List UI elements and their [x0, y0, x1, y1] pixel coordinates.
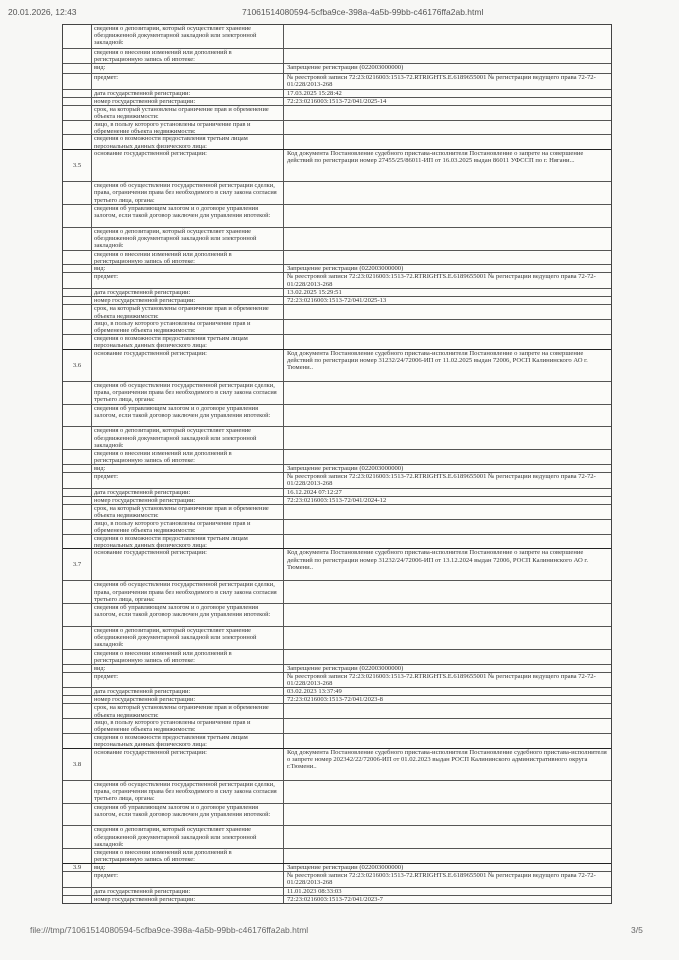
field-value: 16.12.2024 07:12:27 — [287, 488, 342, 496]
table-row — [63, 803, 611, 826]
field-value: 72:23:0216003:1513-72/041/2023-7 — [287, 896, 383, 903]
field-label: сведения об осуществлении государственной регистрации сделки, права, ограничения права без необходимого в силу закона согласия третьего лица, органа: — [91, 382, 284, 404]
field-label: сведения о депозитарии, который осуществляет хранение обездвиженной документарной закладной или электронной закладной: — [91, 25, 284, 48]
field-label: основание государственной регистрации: — [91, 749, 284, 780]
section-number: 3.9 — [72, 864, 82, 872]
table-row — [63, 580, 611, 603]
field-label: вид: — [91, 665, 284, 672]
field-value — [284, 335, 611, 349]
field-value — [284, 228, 611, 250]
field-value: 13.02.2025 15:29:51 — [287, 289, 342, 297]
table-row — [63, 381, 611, 404]
field-label: вид: — [91, 265, 284, 272]
table-row — [63, 272, 611, 288]
field-value: № реестровой записи 72:23:0216003:1513-72.RTRIGHTS.E.6189655001 № регистрации ведущего права 72-72-01/228/2013-268 — [287, 672, 596, 687]
field-label: вид: — [91, 864, 284, 871]
field-value — [284, 251, 611, 265]
field-value — [284, 25, 611, 48]
section-number: 3.7 — [72, 561, 82, 569]
table-row — [63, 97, 611, 105]
field-label: сведения о внесении изменений или дополнений в регистрационную запись об ипотеке: — [91, 450, 284, 464]
field-label: лицо, в пользу которого установлены ограничение прав и обременение объекта недвижимости: — [91, 719, 284, 733]
field-value: Запрещение регистрации (022003000000) — [287, 664, 404, 672]
field-label: основание государственной регистрации: — [91, 549, 284, 580]
field-label: номер государственной регистрации: — [91, 896, 284, 903]
table-row — [63, 895, 611, 903]
table-row — [63, 718, 611, 733]
field-value — [284, 849, 611, 863]
file-url: file:///tmp/71061514080594-5cfba9ce-398a-4a5b-99bb-c46176ffa2ab.html — [30, 925, 309, 935]
field-label: предмет: — [91, 473, 284, 488]
table-row — [63, 780, 611, 803]
table-row — [63, 871, 611, 887]
field-label: сведения о внесении изменений или дополнений в регистрационную запись об ипотеке: — [91, 849, 284, 863]
field-value: Код документа Постановление судебного пристава-исполнителя Постановление о запрете на совершение действий по регистрации номер 31232/24/72006-ИП от 11.02.2025 выдан 72006, РОСП Калининского АО г. Тюмени.. — [287, 349, 588, 372]
field-label: лицо, в пользу которого установлены ограничение прав и обременение объекта недвижимости: — [91, 121, 284, 135]
table-row — [63, 349, 611, 381]
field-label: сведения об осуществлении государственной регистрации сделки, права, ограничения права без необходимого в силу закона согласия третьего лица, органа: — [91, 781, 284, 803]
field-label: лицо, в пользу которого установлены ограничение прав и обременение объекта недвижимости: — [91, 520, 284, 534]
field-value: № реестровой записи 72:23:0216003:1513-72.RTRIGHTS.E.6189655001 № регистрации ведущего права 72-72-01/228/2013-268 — [287, 472, 596, 488]
field-value: Код документа Постановление судебного пристава-исполнителя Постановление судебного пристава-исполнителя о запрете номер 202342/22/72006-ИП от 01.02.2023 выдан РОСП Калининского административного округа г.Тюмени.. — [287, 748, 607, 771]
table-row — [63, 48, 611, 63]
registry-table — [62, 24, 612, 904]
field-value: 17.03.2025 15:28:42 — [287, 89, 342, 97]
document-filename: 71061514080594-5cfba9ce-398a-4a5b-99bb-c46176ffa2ab.html — [242, 7, 484, 17]
field-value — [284, 382, 611, 404]
section-number: 3.8 — [72, 760, 82, 768]
table-row — [63, 404, 611, 427]
field-label: сведения о депозитарии, который осуществляет хранение обездвиженной документарной закладной или электронной закладной: — [91, 427, 284, 449]
table-row — [63, 825, 611, 848]
table-row — [63, 149, 611, 181]
field-label: сведения о депозитарии, который осуществляет хранение обездвиженной документарной закладной или электронной закладной: — [91, 228, 284, 250]
field-value — [284, 581, 611, 603]
field-label: номер государственной регистрации: — [91, 297, 284, 304]
field-label: сведения об управляющем залогом и о договоре управления залогом, если такой договор заключен для управления ипотекой: — [91, 205, 284, 227]
table-row — [63, 105, 611, 120]
table-row — [63, 426, 611, 449]
field-label: сведения о депозитарии, который осуществляет хранение обездвиженной документарной закладной или электронной закладной: — [91, 826, 284, 848]
field-label: предмет: — [91, 74, 284, 89]
field-label: срок, на который установлены ограничение прав и обременение объекта недвижимости: — [91, 704, 284, 718]
field-label: сведения о возможности предоставления третьим лицам персональных данных физического лица: — [91, 135, 284, 149]
table-row — [63, 73, 611, 89]
field-value — [284, 405, 611, 427]
field-value: № реестровой записи 72:23:0216003:1513-72.RTRIGHTS.E.6189655001 № регистрации ведущего права 72-72-01/228/2013-268 — [287, 872, 596, 887]
table-row — [63, 89, 611, 97]
field-label: основание государственной регистрации: — [91, 350, 284, 381]
table-row — [63, 733, 611, 748]
field-value — [284, 182, 611, 204]
field-value — [284, 121, 611, 135]
field-value: № реестровой записи 72:23:0216003:1513-72.RTRIGHTS.E.6189655001 № регистрации ведущего права 72-72-01/228/2013-268 — [287, 273, 596, 288]
table-row — [63, 603, 611, 626]
field-label: сведения о возможности предоставления третьим лицам персональных данных физического лица: — [91, 335, 284, 349]
field-value: Запрещение регистрации (022003000000) — [287, 63, 404, 71]
field-value: № реестровой записи 72:23:0216003:1513-72.RTRIGHTS.E.6189655001 № регистрации ведущего права 72-72-01/228/2013-268 — [287, 73, 596, 89]
field-value — [284, 627, 611, 649]
field-label: сведения о внесении изменений или дополнений в регистрационную запись об ипотеке: — [91, 49, 284, 63]
table-row — [63, 449, 611, 464]
table-row — [63, 703, 611, 718]
field-value: 72:23:0216003:1513-72/041/2024-12 — [287, 496, 387, 504]
field-value — [284, 520, 611, 534]
field-label: сведения о депозитарии, который осуществляет хранение обездвиженной документарной закладной или электронной закладной: — [91, 627, 284, 649]
section-number: 3.6 — [72, 361, 82, 369]
field-label: вид: — [91, 64, 284, 73]
table-row — [63, 748, 611, 780]
table-row — [63, 204, 611, 227]
field-label: номер государственной регистрации: — [91, 98, 284, 105]
field-label: сведения об управляющем залогом и о договоре управления залогом, если такой договор заключен для управления ипотекой: — [91, 804, 284, 826]
table-row — [63, 472, 611, 488]
table-row — [63, 181, 611, 204]
table-row — [63, 264, 611, 272]
field-label: сведения о внесении изменений или дополнений в регистрационную запись об ипотеке: — [91, 251, 284, 265]
field-value — [284, 305, 611, 319]
field-value — [284, 826, 611, 848]
field-label: номер государственной регистрации: — [91, 696, 284, 703]
field-value — [284, 450, 611, 464]
field-label: сведения об управляющем залогом и о договоре управления залогом, если такой договор заключен для управления ипотекой: — [91, 604, 284, 626]
table-row — [63, 887, 611, 895]
field-label: вид: — [91, 465, 284, 472]
field-label: дата государственной регистрации: — [91, 90, 284, 97]
table-row — [63, 334, 611, 349]
field-value — [284, 604, 611, 626]
field-value: 72:23:0216003:1513-72/041/2023-8 — [287, 696, 383, 704]
field-label: срок, на который установлены ограничение прав и обременение объекта недвижимости: — [91, 505, 284, 519]
table-row — [63, 319, 611, 334]
field-label: номер государственной регистрации: — [91, 497, 284, 504]
table-row — [63, 288, 611, 296]
field-label: срок, на который установлены ограничение прав и обременение объекта недвижимости: — [91, 305, 284, 319]
table-row — [63, 626, 611, 649]
field-label: лицо, в пользу которого установлены ограничение прав и обременение объекта недвижимости: — [91, 320, 284, 334]
table-row — [63, 496, 611, 504]
field-value — [284, 804, 611, 826]
section-number: 3.5 — [72, 162, 82, 170]
field-value — [284, 205, 611, 227]
table-row — [63, 304, 611, 319]
field-label: сведения о внесении изменений или дополнений в регистрационную запись об ипотеке: — [91, 650, 284, 664]
page-number: 3/5 — [631, 925, 643, 935]
table-row — [63, 548, 611, 580]
print-date: 20.01.2026, 12:43 — [8, 7, 77, 17]
table-row — [63, 63, 611, 73]
table-row — [63, 519, 611, 534]
field-value — [284, 781, 611, 803]
field-value — [284, 49, 611, 63]
field-label: сведения об осуществлении государственной регистрации сделки, права, ограничения права без необходимого в силу закона согласия третьего лица, органа: — [91, 182, 284, 204]
table-row — [63, 534, 611, 549]
field-label: сведения об осуществлении государственной регистрации сделки, права, ограничения права без необходимого в силу закона согласия третьего лица, органа: — [91, 581, 284, 603]
field-label: сведения о возможности предоставления третьим лицам персональных данных физического лица: — [91, 535, 284, 549]
field-label: основание государственной регистрации: — [91, 150, 284, 181]
table-row — [63, 488, 611, 496]
table-row — [63, 25, 611, 48]
field-label: дата государственной регистрации: — [91, 888, 284, 895]
table-row — [63, 649, 611, 664]
page-header — [0, 7, 679, 21]
field-value: 03.02.2023 13:37:49 — [287, 688, 342, 696]
field-label: дата государственной регистрации: — [91, 489, 284, 496]
table-row — [63, 296, 611, 304]
field-label: предмет: — [91, 273, 284, 288]
field-value: 72:23:0216003:1513-72/041/2025-13 — [287, 297, 387, 305]
field-value: 72:23:0216003:1513-72/041/2025-14 — [287, 97, 387, 105]
field-label: сведения об управляющем залогом и о договоре управления залогом, если такой договор заключен для управления ипотекой: — [91, 405, 284, 427]
field-value: Запрещение регистрации (022003000000) — [287, 864, 404, 872]
field-value — [284, 106, 611, 120]
table-row — [63, 250, 611, 265]
field-value — [284, 704, 611, 718]
field-value — [284, 734, 611, 748]
field-value: 11.01.2023 08:33:03 — [287, 888, 342, 895]
field-label: сведения о возможности предоставления третьим лицам персональных данных физического лица: — [91, 734, 284, 748]
field-value — [284, 135, 611, 149]
field-value — [284, 719, 611, 733]
field-label: срок, на который установлены ограничение прав и обременение объекта недвижимости: — [91, 106, 284, 120]
field-value — [284, 650, 611, 664]
table-row — [63, 687, 611, 695]
field-value: Код документа Постановление судебного пристава-исполнителя Постановление о запрете на совершение действий по регистрации номер 27455/25/86011-ИП от 16.03.2025 выдан 86011 УФССП по г. Нягани... — [287, 150, 584, 165]
field-label: предмет: — [91, 673, 284, 688]
table-row — [63, 227, 611, 250]
field-value — [284, 320, 611, 334]
field-label: дата государственной регистрации: — [91, 289, 284, 296]
table-row — [63, 695, 611, 703]
field-value — [284, 427, 611, 449]
table-row — [63, 504, 611, 519]
field-value: Запрещение регистрации (022003000000) — [287, 465, 404, 472]
field-value — [284, 505, 611, 519]
field-value — [284, 535, 611, 549]
table-row — [63, 848, 611, 863]
table-row — [63, 664, 611, 672]
table-row — [63, 120, 611, 135]
table-row — [63, 464, 611, 472]
table-row — [63, 672, 611, 688]
field-label: предмет: — [91, 872, 284, 887]
table-row — [63, 134, 611, 149]
table-row — [63, 863, 611, 871]
field-value: Запрещение регистрации (022003000000) — [287, 265, 404, 273]
field-label: дата государственной регистрации: — [91, 688, 284, 695]
field-value: Код документа Постановление судебного пристава-исполнителя Постановление о запрете на совершение действий по регистрации номер 31232/24/72006-ИП от 13.12.2024 выдан 72006, РОСП Калининского АО г. Тюмени.. — [287, 549, 589, 571]
